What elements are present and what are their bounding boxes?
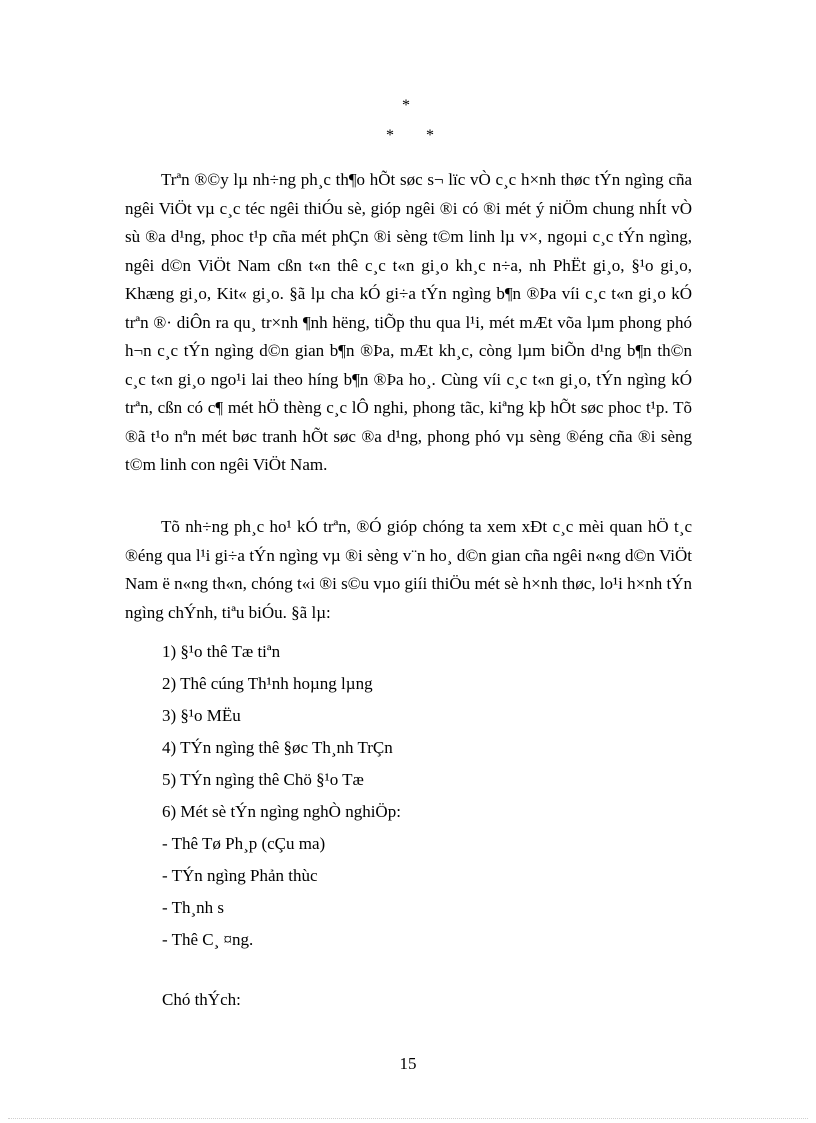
list-item: - Thê Tø Ph¸p (cÇu ma) bbox=[162, 834, 326, 853]
list-item: 6) Mét sè tÝn ngìng nghÒ nghiÖp: bbox=[162, 802, 401, 821]
list-item: 1) §¹o thê Tæ tiªn bbox=[162, 642, 281, 661]
notes-title: Chó thÝch: bbox=[162, 990, 241, 1009]
list-item: 3) §¹o MËu bbox=[162, 706, 241, 725]
list-item: - TÝn ngìng Phản thùc bbox=[162, 866, 318, 885]
paragraph-2: Tõ nh÷ng ph¸c ho¹ kÓ trªn, ®Ó gióp chóng ta xem xÐt c¸c mèi quan hÖ t¸c ®éng qua l¹i gi÷a tÝn ngìng vµ ®i sèng v¨n ho¸ d©n gian cña ngêi n«ng d©n ViÖt Nam ë n«ng th«n, chóng t«i ®i s©u vµo giíi thiÖu mét sè h×nh thøc, lo¹i h×nh tÝn ngìng chÝnh, tiªu biÓu. §ã lµ: bbox=[125, 517, 692, 622]
paragraph-1-block bbox=[125, 166, 692, 480]
list-item: - Th¸nh s bbox=[162, 898, 225, 917]
list-item: 5) TÝn ngìng thê Chö §¹o Tæ bbox=[162, 770, 364, 789]
paragraph-2-block bbox=[125, 513, 692, 627]
page-bottom-divider bbox=[8, 1118, 808, 1119]
belief-list bbox=[162, 636, 401, 956]
separator-star-top: * bbox=[402, 97, 410, 114]
separator-star-right: * bbox=[426, 127, 434, 144]
paragraph-1: Trªn ®©y lµ nh÷ng ph¸c th¶o hÕt søc s¬ lïc vÒ c¸c h×nh thøc tÝn ngìng cña ngêi ViÖt vµ c¸c téc ngêi thiÓu sè, gióp ngêi ®i có ®i mét ý niÖm chung nhÍt vÒ sù ®a d¹ng, phoc t¹p cña mét phÇn ®i sèng t©m linh lµ v×, ngoµi c¸c tÝn ngìng, ngêi d©n ViÖt Nam cßn t«n thê c¸c t«n gi¸o kh¸c n÷a, nh PhËt gi¸o, §¹o gi¸o, Khæng gi¸o, Kit« gi¸o. §ã lµ cha kÓ gi÷a tÝn ngìng b¶n ®Þa víi c¸c t«n gi¸o kÓ trªn ®· diÔn ra qu¸ tr×nh ¶nh hëng, tiÕp thu qua l¹i, mét mÆt võa lµm phong phó h¬n c¸c tÝn ngìng d©n gian b¶n ®Þa, mÆt kh¸c, còng lµm biÕn d¹ng b¶n th©n c¸c t«n gi¸o ngo¹i lai theo híng b¶n ®Þa ho¸. Cùng víi c¸c t«n gi¸o, tÝn ngìng kÓ trªn, cßn có c¶ mét hÖ thèng c¸c lÔ nghi, phong tãc, kiªng kþ hÕt søc phoc t¹p. Tõ ®ã t¹o nªn mét bøc tranh hÕt søc ®a d¹ng, phong phó vµ sèng ®éng cña ®i sèng t©m linh con ngêi ViÖt Nam. bbox=[125, 170, 692, 474]
list-item: 4) TÝn ngìng thê §øc Th¸nh TrÇn bbox=[162, 738, 393, 757]
list-item: - Thê C¸ ¤ng. bbox=[162, 930, 254, 949]
list-item: 2) Thê cúng Th¹nh hoµng lµng bbox=[162, 674, 373, 693]
separator-stars-bottom bbox=[386, 126, 434, 146]
separator-star-left: * bbox=[386, 127, 394, 144]
page-number: 15 bbox=[399, 1054, 417, 1073]
